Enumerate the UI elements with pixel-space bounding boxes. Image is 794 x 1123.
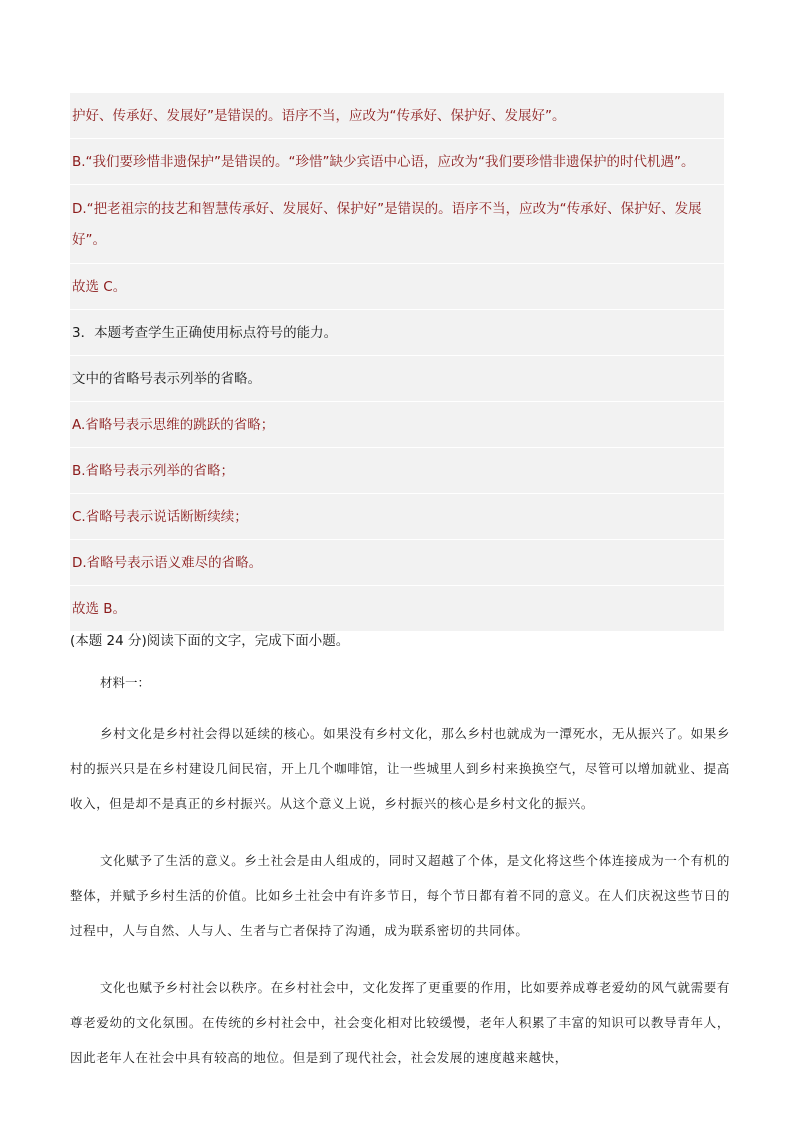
question-prompt: (本题 24 分)阅读下面的文字，完成下面小题。 [70,633,350,649]
answer-row [70,264,724,310]
passage-paragraph: 文化赋予了生活的意义。乡土社会是由人组成的，同时又超越了个体，是文化将这些个体连接成为一个有机的整体，并赋予乡村生活的价值。比如乡土社会中有许多节日，每个节日都有着不同的意义。在人们庆祝这些节日的过程中，人与自然、人与人、生者与亡者保持了沟通，成为联系密切的共同体。 [70,853,730,938]
answer-option-d: D.省略号表示语义难尽的省略。 [72,554,263,571]
answer-row [70,93,724,139]
answer-row [70,402,724,448]
answer-row [70,356,724,402]
answer-conclusion: 故选 C。 [72,278,127,295]
answer-option-c: C.省略号表示说话断断续续； [72,508,248,525]
answer-option-b: B.省略号表示列举的省略； [72,462,235,479]
answer-row [70,139,724,185]
material-heading: 材料一： [100,675,151,690]
answer-explanation-block [70,93,724,632]
passage-paragraph: 乡村文化是乡村社会得以延续的核心。如果没有乡村文化，那么乡村也就成为一潭死水，无从振兴了。如果乡村的振兴只是在乡村建设几间民宿，开上几个咖啡馆，让一些城里人到乡村来换换空气，尽管可以增加就业、提高收入，但是却不是真正的乡村振兴。从这个意义上说，乡村振兴的核心是乡村文化的振兴。 [70,726,730,811]
answer-option-a: A.省略号表示思维的跳跃的省略； [72,416,275,433]
reading-passage [70,668,730,1097]
answer-row [70,310,724,356]
answer-row [70,540,724,586]
answer-line: 文中的省略号表示列举的省略。 [72,370,261,387]
answer-line: B.“我们要珍惜非遗保护”是错误的。“珍惜”缺少宾语中心语，应改为“我们要珍惜非遗保护的时代机遇”。 [72,153,695,170]
passage-paragraph: 文化也赋予乡村社会以秩序。在乡村社会中，文化发挥了更重要的作用，比如要养成尊老爱幼的风气就需要有尊老爱幼的文化氛围。在传统的乡村社会中，社会变化相对比较缓慢，老年人积累了丰富的知识可以教导青年人，因此老年人在社会中具有较高的地位。但是到了现代社会，社会发展的速度越来越快， [70,980,730,1065]
answer-row [70,185,724,264]
answer-row [70,494,724,540]
answer-line: D.“把老祖宗的技艺和智慧传承好、发展好、保护好”是错误的。语序不当，应改为“传承好、保护好、发展好”。 [72,200,702,248]
answer-conclusion: 故选 B。 [72,600,127,617]
answer-line: 3．本题考查学生正确使用标点符号的能力。 [72,324,338,341]
answer-row [70,448,724,494]
answer-line: 护好、传承好、发展好”是错误的。语序不当，应改为“传承好、保护好、发展好”。 [72,107,566,124]
